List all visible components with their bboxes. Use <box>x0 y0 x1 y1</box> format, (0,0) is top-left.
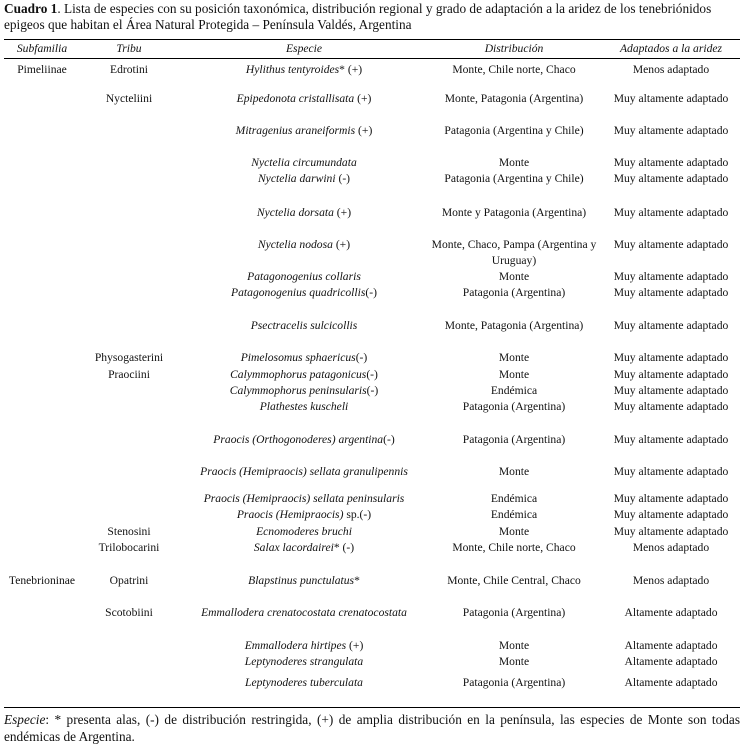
cell-adapt: Muy altamente adaptado <box>613 124 729 137</box>
header-adaptados: Adaptados a la aridez <box>619 42 723 55</box>
cell-dist: Monte, Patagonia (Argentina) <box>444 319 584 332</box>
header-top-rule <box>4 39 740 40</box>
cell-adapt: Muy altamente adaptado <box>613 368 729 381</box>
cell-especie <box>180 638 428 654</box>
cell-especie <box>180 91 428 107</box>
cell-dist: Monte, Chile norte, Chaco <box>452 63 576 76</box>
species-mark: (-) <box>335 172 351 185</box>
cell-tribu: Nycteliini <box>105 92 153 105</box>
table-bottom-rule <box>4 707 740 708</box>
cell-tribu: Edrotini <box>110 63 148 76</box>
cell-adapt: Muy altamente adaptado <box>613 270 729 283</box>
species-name: Blapstinus punctulatus <box>248 574 355 587</box>
species-mark: (-) <box>365 286 377 299</box>
header-tribu: Tribu <box>116 42 142 55</box>
cell-adapt: Altamente adaptado <box>624 655 718 668</box>
cell-dist: Monte <box>498 156 530 169</box>
cell-dist: Monte <box>498 655 530 668</box>
cell-dist: Monte y Patagonia (Argentina) <box>441 206 587 219</box>
cell-adapt: Altamente adaptado <box>624 639 718 652</box>
cell-adapt: Muy altamente adaptado <box>613 351 729 364</box>
cell-subfamilia: Tenebrioninae <box>8 574 76 587</box>
cell-adapt: Muy altamente adaptado <box>613 400 729 413</box>
cell-especie <box>180 171 428 187</box>
cell-especie <box>180 237 428 253</box>
cell-adapt: Menos adaptado <box>632 541 710 554</box>
cell-adapt: Muy altamente adaptado <box>613 433 729 446</box>
species-name: Hylithus tentyroides <box>245 63 340 76</box>
cell-dist: Monte, Chile Central, Chaco <box>447 574 581 587</box>
cell-dist: Monte, Chaco, Pampa (Argentina y Uruguay) <box>431 238 597 267</box>
cell-tribu: Scotobiini <box>105 606 153 619</box>
species-mark: (-) <box>383 433 395 446</box>
cell-dist: Monte <box>498 639 530 652</box>
species-name: Mitragenius araneiformis <box>235 124 356 137</box>
species-name: Salax lacordairei <box>253 541 334 554</box>
cell-adapt: Muy altamente adaptado <box>613 156 729 169</box>
cell-dist: Monte, Chile norte, Chaco <box>452 541 576 554</box>
cell-adapt: Muy altamente adaptado <box>613 525 729 538</box>
table-footnote <box>4 711 740 745</box>
cell-tribu: Physogasterini <box>94 351 164 364</box>
table-caption <box>4 1 740 33</box>
cell-especie <box>180 155 428 171</box>
species-name: Emmallodera crenatocostata crenatocostata <box>201 606 407 619</box>
cell-dist: Patagonia (Argentina) <box>462 400 566 413</box>
cell-adapt: Muy altamente adaptado <box>613 172 729 185</box>
cell-dist: Monte <box>498 270 530 283</box>
cell-tribu: Opatrini <box>109 574 149 587</box>
cell-especie <box>180 399 428 415</box>
cell-subfamilia: Pimeliinae <box>17 63 67 76</box>
species-name: Nyctelia darwini <box>257 172 336 185</box>
cell-adapt: Muy altamente adaptado <box>613 465 729 478</box>
species-name: Psectracelis sulcicollis <box>250 319 358 332</box>
species-name: Ecnomoderes bruchi <box>256 525 352 538</box>
cell-especie <box>180 350 428 366</box>
species-name: Epipedonota cristallisata <box>236 92 355 105</box>
cell-tribu: Trilobocarini <box>98 541 160 554</box>
cell-especie <box>180 573 428 589</box>
cell-dist: Monte, Patagonia (Argentina) <box>444 92 584 105</box>
species-name: Praocis (Hemipraocis) sellata granulipennis <box>200 465 408 478</box>
cell-dist: Patagonia (Argentina) <box>462 286 566 299</box>
species-name: Nyctelia circumundata <box>251 156 357 169</box>
cell-adapt: Muy altamente adaptado <box>613 206 729 219</box>
cell-dist: Endémica <box>490 508 538 521</box>
caption-text: . Lista de especies con su posición taxonómica, distribución regional y grado de adaptación a la aridez de los tenebriónidos epigeos que habitan el Área Natural Protegida – Península Valdés, Argentina <box>4 1 712 32</box>
cell-dist: Patagonia (Argentina y Chile) <box>444 172 584 185</box>
species-name: Nyctelia nodosa <box>257 238 333 251</box>
cell-especie <box>180 432 428 448</box>
species-mark: (+) <box>332 238 351 251</box>
species-mark: (-) <box>355 351 368 364</box>
species-mark: (+) <box>346 639 364 652</box>
cell-especie <box>180 654 428 670</box>
species-name: Leptynoderes strangulata <box>244 655 364 668</box>
cell-especie <box>180 540 428 556</box>
cell-especie <box>180 62 428 78</box>
species-name: Praocis (Hemipraocis) sellata peninsularis <box>203 492 405 505</box>
cell-adapt: Muy altamente adaptado <box>613 286 729 299</box>
species-mark: (+) <box>354 92 372 105</box>
cell-especie <box>180 205 428 221</box>
cell-adapt: Muy altamente adaptado <box>613 319 729 332</box>
header-bottom-rule <box>4 58 740 59</box>
cell-especie <box>180 383 428 399</box>
cell-adapt: Muy altamente adaptado <box>613 92 729 105</box>
caption-label: Cuadro 1 <box>4 1 58 16</box>
cell-dist: Endémica <box>490 492 538 505</box>
header-subfamilia: Subfamilia <box>16 42 68 55</box>
cell-adapt: Muy altamente adaptado <box>613 238 729 251</box>
cell-adapt: Menos adaptado <box>632 574 710 587</box>
species-name: Plathestes kuscheli <box>259 400 349 413</box>
species-mark: (+) <box>333 206 352 219</box>
species-name: Calymmophorus peninsularis <box>229 384 367 397</box>
cell-dist: Monte <box>498 368 530 381</box>
cell-dist: Patagonia (Argentina) <box>462 433 566 446</box>
species-mark: (-) <box>366 384 379 397</box>
cell-dist: Patagonia (Argentina) <box>462 606 566 619</box>
header-distribucion: Distribución <box>484 42 544 55</box>
cell-tribu: Stenosini <box>107 525 151 538</box>
species-mark: * (-) <box>333 541 355 554</box>
species-name: Praocis (Hemipraocis) <box>236 508 344 521</box>
species-mark: (+) <box>355 124 373 137</box>
cell-especie <box>180 269 428 285</box>
species-name: Praocis (Orthogonoderes) argentina <box>213 433 384 446</box>
cell-dist: Monte <box>498 525 530 538</box>
species-mark: sp.(-) <box>343 508 372 521</box>
cell-especie <box>180 318 428 334</box>
species-name: Nyctelia dorsata <box>256 206 334 219</box>
cell-adapt: Menos adaptado <box>632 63 710 76</box>
cell-dist: Patagonia (Argentina y Chile) <box>444 124 584 137</box>
cell-dist: Monte <box>498 465 530 478</box>
species-name: Leptynoderes tuberculata <box>245 676 363 689</box>
cell-dist: Endémica <box>490 384 538 397</box>
cell-adapt: Muy altamente adaptado <box>613 508 729 521</box>
cell-especie <box>180 464 428 480</box>
cell-especie <box>180 524 428 540</box>
cell-especie <box>180 507 428 523</box>
species-name: Pimelosomus sphaericus <box>240 351 356 364</box>
footnote-label: Especie <box>4 712 46 727</box>
species-mark: * <box>354 574 360 587</box>
species-name: Patagonogenius collaris <box>247 270 361 283</box>
species-mark: (-) <box>366 368 378 381</box>
cell-adapt: Altamente adaptado <box>624 676 718 689</box>
species-name: Patagonogenius quadricollis <box>231 286 366 299</box>
cell-especie <box>180 285 428 301</box>
cell-adapt: Muy altamente adaptado <box>613 384 729 397</box>
cell-dist: Monte <box>498 351 530 364</box>
cell-adapt: Muy altamente adaptado <box>613 492 729 505</box>
species-mark: * (+) <box>339 63 363 76</box>
footnote-text: : * presenta alas, (-) de distribución restringida, (+) de amplia distribución en la península, las especies de Monte son todas endémicas de Argentina. <box>4 712 740 744</box>
cell-especie <box>180 367 428 383</box>
cell-adapt: Altamente adaptado <box>624 606 718 619</box>
cell-especie <box>180 675 428 691</box>
header-especie: Especie <box>285 42 323 55</box>
species-name: Calymmophorus patagonicus <box>230 368 367 381</box>
cell-tribu: Praociini <box>108 368 150 381</box>
cell-especie <box>180 605 428 621</box>
cell-especie <box>180 491 428 507</box>
species-name: Emmallodera hirtipes <box>244 639 347 652</box>
cell-dist: Patagonia (Argentina) <box>462 676 566 689</box>
cell-especie <box>180 123 428 139</box>
